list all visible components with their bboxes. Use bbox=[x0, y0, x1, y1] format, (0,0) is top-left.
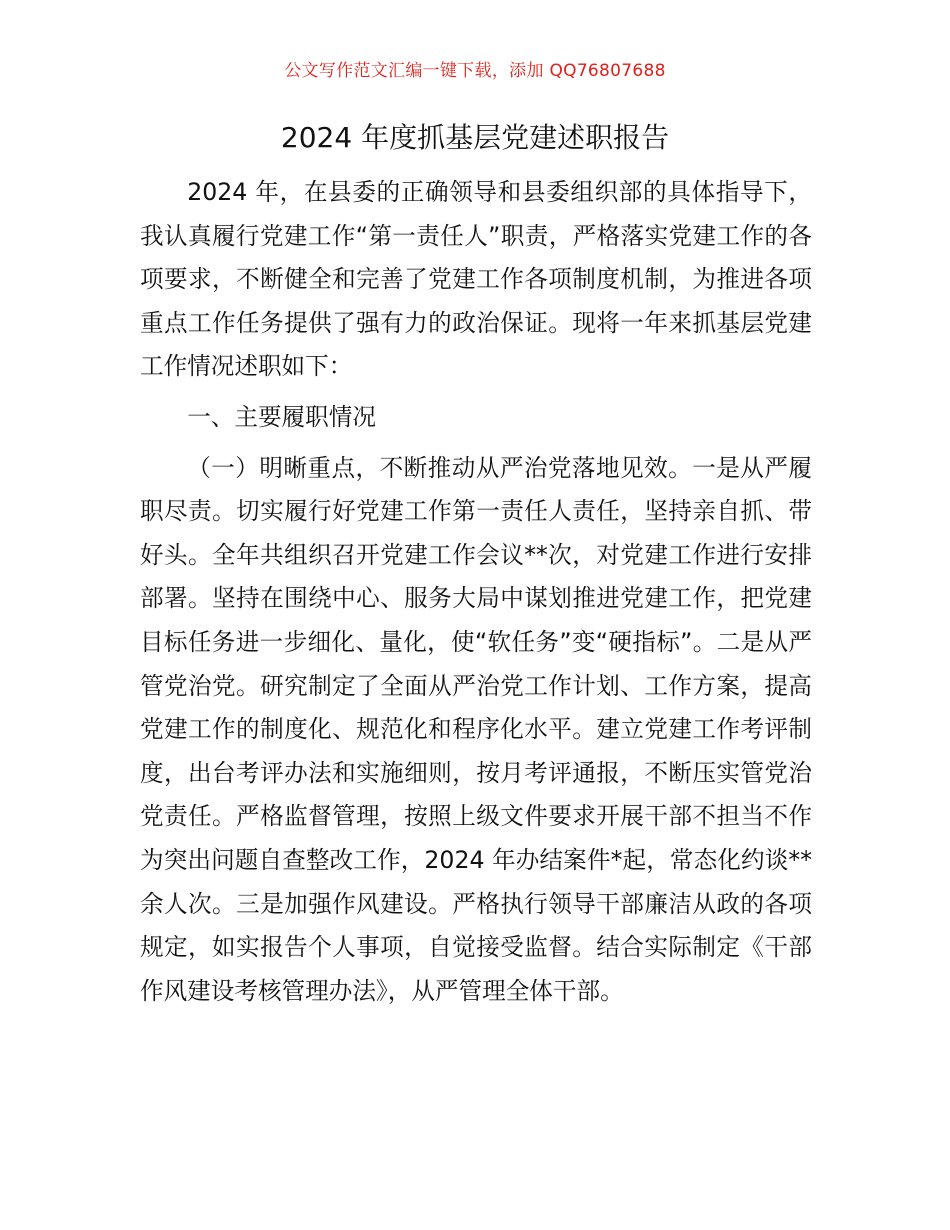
download-banner: 公文写作范文汇编一键下载，添加 QQ76807688 bbox=[284, 61, 666, 81]
document-title: 2024 年度抓基层党建述职报告 bbox=[280, 121, 670, 154]
intro-paragraph: 2024 年，在县委的正确领导和县委组织部的具体指导下，我认真履行党建工作“第一责任人”职责，严格落实党建工作的各项要求，不断健全和完善了党建工作各项制度机制，为推进各项重点工作任务提供了强有力的政治保证。现将一年来抓基层党建工作情况述职如下： bbox=[140, 178, 812, 381]
section-heading: 一、主要履职情况 bbox=[187, 402, 376, 431]
document-body bbox=[140, 171, 812, 1013]
section-paragraph: （一）明晰重点，不断推动从严治党落地见效。一是从严履职尽责。切实履行好党建工作第一责任人责任，坚持亲自抓、带好头。全年共组织召开党建工作会议**次，对党建工作进行安排部署。坚持在围绕中心、服务大局中谋划推进党建工作，把党建目标任务进一步细化、量化，使“软任务”变“硬指标”。二是从严管党治党。研究制定了全面从严治党工作计划、工作方案，提高党建工作的制度化、规范化和程序化水平。建立党建工作考评制度，出台考评办法和实施细则，按月考评通报，不断压实管党治党责任。严格监督管理，按照上级文件要求开展干部不担当不作为突出问题自查整改工作，2024 年办结案件*起，常态化约谈**余人次。三是加强作风建设。严格执行领导干部廉洁从政的各项规定，如实报告个人事项，自觉接受监督。结合实际制定《干部作风建设考核管理办法》，从严管理全体干部。 bbox=[140, 453, 812, 1005]
